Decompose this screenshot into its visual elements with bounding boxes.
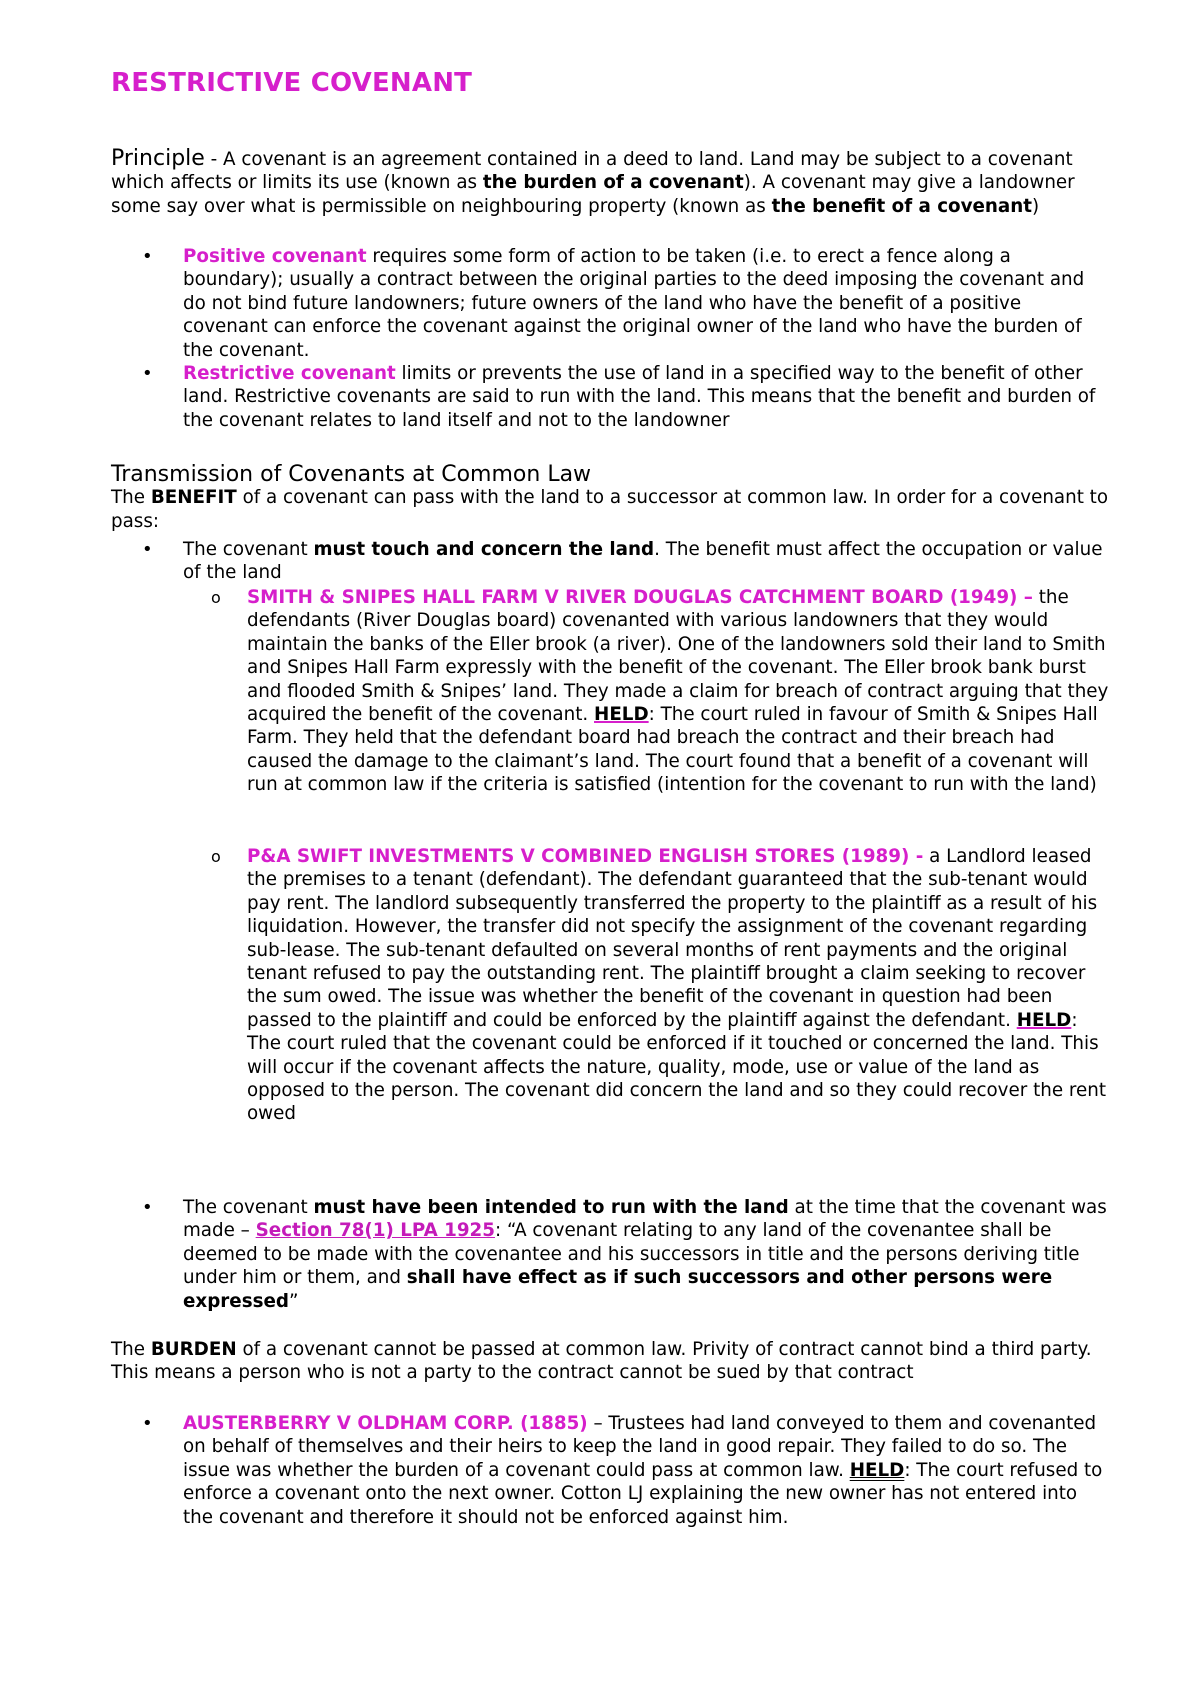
case-name: P&A SWIFT INVESTMENTS V COMBINED ENGLISH STORES (1989) -	[247, 846, 924, 867]
list-item: • Restrictive covenant limits or prevents the use of land in a specified way to the benefit of other land. Restrictive covenants are said to run with the land. This means that the benefit and burden of the covenant relates to land itself and not to the landowner	[142, 363, 1096, 431]
burden-paragraph: The BURDEN of a covenant cannot be passed at common law. Privity of contract cannot bind a third party. This means a person who is not a party to the contract cannot be sued by that contract	[111, 1339, 1092, 1384]
page-title: RESTRICTIVE COVENANT	[111, 68, 473, 98]
list-item: • AUSTERBERRY V OLDHAM CORP. (1885) – Trustees had land conveyed to them and covenanted on behalf of themselves and their heirs to keep the land in good repair. They failed to do so. The issue was whether the burden of a covenant could pass at common law. HELD: The court refused to enforce a covenant onto the next owner. Cotton LJ explaining the new owner has not entered into the covenant and therefore it should not be enforced against him.	[142, 1413, 1103, 1528]
restrictive-covenant-term: Restrictive covenant	[183, 363, 396, 385]
list-item: • The covenant must touch and concern the land. The benefit must affect the occupation or value of the land	[142, 539, 1103, 584]
principle-heading: Principle	[111, 146, 205, 171]
covenant-types-list	[111, 245, 1111, 432]
list-item: • Positive covenant requires some form of action to be taken (i.e. to erect a fence along a boundary); usually a contract between the original parties to the deed imposing the covenant and do not bind future landowners; future owners of the land who have the benefit of a positive covenant can enforce the covenant against the original owner of the land who have the burden of the covenant.	[142, 246, 1085, 361]
case-name: AUSTERBERRY V OLDHAM CORP. (1885)	[183, 1413, 588, 1434]
benefit-paragraph: The BENEFIT of a covenant can pass with the land to a successor at common law. In order for a covenant to pass:	[111, 487, 1109, 532]
benefit-criteria-list	[111, 538, 1111, 585]
held-label: HELD	[849, 1459, 905, 1481]
statute-link[interactable]: Section 78(1) LPA 1925	[255, 1220, 495, 1242]
principle-paragraph: Principle - A covenant is an agreement contained in a deed to land. Land may be subject to a covenant which affects or limits its use (known as the burden of a covenant). A covenant may give a landowner some say over what is permissible on neighbouring property (known as the benefit of a covenant)	[111, 146, 1075, 217]
case-item: o SMITH & SNIPES HALL FARM V RIVER DOUGLAS CATCHMENT BOARD (1949) – the defendants (River Douglas board) covenanted with various landowners that they would maintain the banks of the Eller brook (a river). One of the landowners sold their land to Smith and Snipes Hall Farm expressly with the benefit of the covenant. The Eller brook bank burst and flooded Smith & Snipes’ land. They made a claim for breach of contract arguing that they acquired the benefit of the covenant. HELD: The court ruled in favour of Smith & Snipes Hall Farm. They held that the defendant board had breach the contract and their breach had caused the damage to the claimant’s land. The court found that a benefit of a covenant will run at common law if the criteria is satisfied (intention for the covenant to run with the land)	[211, 587, 1109, 796]
held-label: HELD	[1016, 1009, 1072, 1031]
case-name: SMITH & SNIPES HALL FARM V RIVER DOUGLAS CATCHMENT BOARD (1949) –	[247, 587, 1033, 608]
austerberry-list	[111, 1412, 1111, 1529]
held-label: HELD	[594, 704, 649, 726]
bullet-icon: •	[142, 1413, 153, 1434]
circle-bullet-icon: o	[211, 588, 221, 607]
intention-list	[111, 1196, 1111, 1313]
circle-bullet-icon: o	[211, 847, 221, 866]
bullet-icon: •	[142, 363, 153, 385]
bullet-icon: •	[142, 1197, 153, 1218]
positive-covenant-term: Positive covenant	[183, 246, 367, 267]
swift-case-list	[111, 845, 1111, 1126]
transmission-section	[111, 463, 1111, 533]
bullet-icon: •	[142, 539, 153, 560]
case-item: o P&A SWIFT INVESTMENTS V COMBINED ENGLISH STORES (1989) - a Landlord leased the premises to a tenant (defendant). The defendant guaranteed that the sub-tenant would pay rent. The landlord subsequently transferred the property to the plaintiff as a result of his liquidation. However, the transfer did not specify the assignment of the covenant regarding sub-lease. The sub-tenant defaulted on several months of rent payments and the original tenant refused to pay the outstanding rent. The plaintiff brought a claim seeking to recover the sum owed. The issue was whether the benefit of the covenant in question had been passed to the plaintiff and could be enforced by the plaintiff against the defendant. HELD: The court ruled that the covenant could be enforced if it touched or concerned the land. This will occur if the covenant affects the nature, quality, mode, use or value of the land as opposed to the person. The covenant did concern the land and so they could recover the rent owed	[211, 846, 1106, 1125]
smith-case-list	[111, 586, 1111, 797]
bullet-icon: •	[142, 246, 153, 267]
section-heading: Transmission of Covenants at Common Law	[111, 462, 592, 487]
list-item: • The covenant must have been intended to run with the land at the time that the covenant was made – Section 78(1) LPA 1925: “A covenant relating to any land of the covenantee shall be deemed to be made with the covenantee and his successors in title and the persons deriving title under him or them, and shall have effect as if such successors and other persons were expressed”	[142, 1197, 1107, 1312]
